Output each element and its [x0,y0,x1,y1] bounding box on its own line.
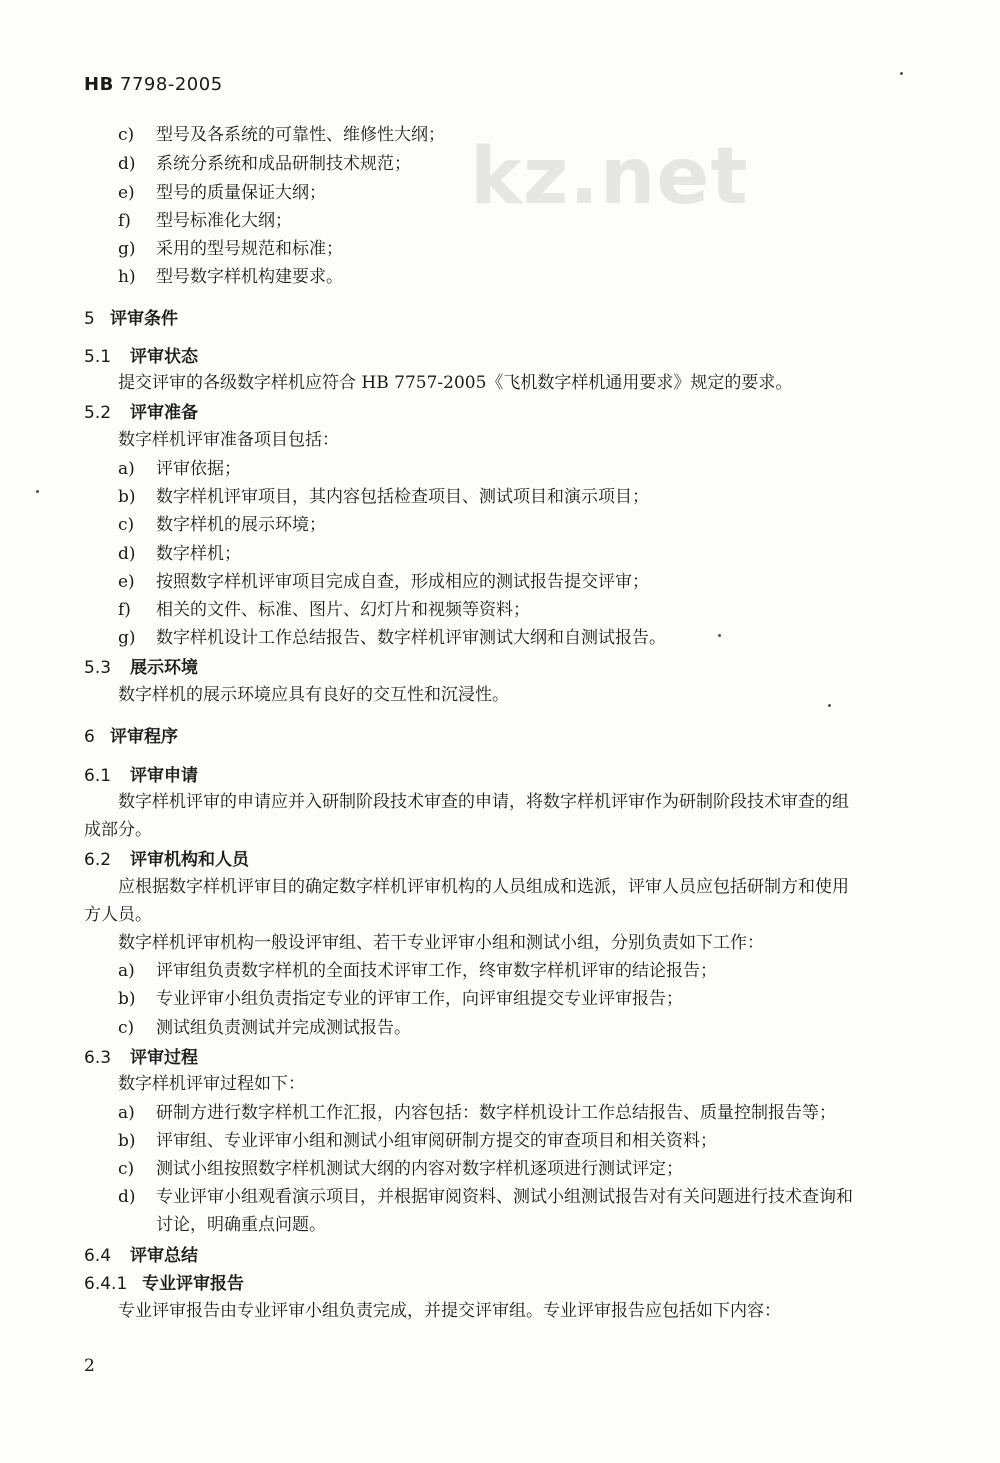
subsection-heading [84,1047,198,1069]
list-text: 型号标准化大纲； [156,211,292,231]
list-text: 评审依据； [156,459,241,479]
section-number: 5.2 [84,403,112,423]
list-item [118,1017,411,1039]
section-number: 5.1 [84,347,112,367]
subsection-heading [84,765,198,787]
list-text: 数字样机； [156,544,241,564]
list-text: 专业评审小组观看演示项目，并根据审阅资料、测试小组测试报告对有关问题进行技术查询和 [156,1187,853,1207]
section-title: 专业评审报告 [142,1274,244,1294]
list-text: 相关的文件、标准、图片、幻灯片和视频等资料； [156,600,530,620]
list-text: 型号及各系统的可靠性、维修性大纲； [156,125,445,145]
list-marker: c) [118,1159,135,1179]
list-item [118,1130,717,1152]
list-item [118,960,717,982]
paragraph-line: 数字样机评审的申请应并入研制阶段技术审查的申请，将数字样机评审作为研制阶段技术审查的组 [118,792,849,812]
section-title: 评审准备 [130,403,198,423]
section-title: 评审申请 [130,766,198,786]
paragraph: 提交评审的各级数字样机应符合 HB 7757-2005《飞机数字样机通用要求》规定的要求。 [118,373,793,393]
section-number: 6.4 [84,1246,112,1266]
list-marker: h) [118,267,136,287]
list-marker: a) [118,961,135,981]
list-marker: c) [118,515,135,535]
list-text: 评审组负责数字样机的全面技术评审工作，终审数字样机评审的结论报告； [156,961,717,981]
list-item [118,210,292,232]
section-title: 评审总结 [130,1246,198,1266]
scan-speck [36,490,39,493]
list-text: 型号数字样机构建要求。 [156,267,343,287]
standard-prefix: HB [84,74,114,95]
section-number: 5.3 [84,658,112,678]
list-item [118,514,326,536]
paragraph: 数字样机评审过程如下： [118,1074,305,1094]
list-text: 按照数字样机评审项目完成自查，形成相应的测试报告提交评审； [156,572,649,592]
subsection-heading [84,1273,244,1295]
list-marker: d) [118,544,136,564]
list-item [118,182,326,204]
list-item [118,599,530,621]
scan-speck [718,634,721,637]
list-item [118,486,649,508]
page-number: 2 [84,1356,95,1376]
paragraph-line: 成部分。 [84,820,152,840]
section-number: 6.2 [84,850,112,870]
paragraph: 数字样机评审机构一般设评审组、若干专业评审小组和测试小组，分别负责如下工作： [118,933,764,953]
list-text: 型号的质量保证大纲； [156,183,326,203]
list-marker: c) [118,1018,135,1038]
section-heading [84,308,178,330]
subsection-heading [84,657,198,679]
list-item [118,153,411,175]
list-item [118,543,241,565]
list-text: 专业评审小组负责指定专业的评审工作，向评审组提交专业评审报告； [156,989,683,1009]
list-marker: b) [118,1131,136,1151]
list-item [118,988,683,1010]
list-text: 测试小组按照数字样机测试大纲的内容对数字样机逐项进行测试评定； [156,1159,683,1179]
list-item [118,1102,836,1124]
subsection-heading [84,849,249,871]
section-number: 6.3 [84,1048,112,1068]
list-marker: d) [118,154,136,174]
list-marker: e) [118,183,135,203]
section-number: 6.4.1 [84,1274,128,1294]
list-marker: b) [118,487,136,507]
section-title: 评审过程 [130,1048,198,1068]
list-item [118,1186,853,1208]
list-item [118,571,649,593]
list-text: 评审组、专业评审小组和测试小组审阅研制方提交的审查项目和相关资料； [156,1131,717,1151]
list-marker: g) [118,239,136,259]
paragraph-line: 方人员。 [84,905,152,925]
list-text: 数字样机评审项目，其内容包括检查项目、测试项目和演示项目； [156,487,649,507]
paragraph: 数字样机的展示环境应具有良好的交互性和沉浸性。 [118,685,509,705]
scan-speck [828,704,831,707]
list-text: 数字样机的展示环境； [156,515,326,535]
list-marker: f) [118,600,131,620]
section-title: 展示环境 [130,658,198,678]
list-marker: f) [118,211,131,231]
section-number: 6 [84,727,95,747]
subsection-heading [84,1245,198,1267]
section-heading [84,726,178,748]
list-item [118,458,241,480]
section-title: 评审条件 [110,309,178,329]
list-text: 测试组负责测试并完成测试报告。 [156,1018,411,1038]
watermark: kz.net [470,132,749,222]
paragraph: 数字样机评审准备项目包括： [118,430,339,450]
standard-number: 7798-2005 [120,74,223,95]
list-text: 系统分系统和成品研制技术规范； [156,154,411,174]
standard-header [84,74,223,95]
list-marker: b) [118,989,136,1009]
list-text: 数字样机设计工作总结报告、数字样机评审测试大纲和自测试报告。 [156,628,666,648]
paragraph-line: 应根据数字样机评审目的确定数字样机评审机构的人员组成和选派，评审人员应包括研制方和使用 [118,877,849,897]
section-number: 5 [84,309,95,329]
list-marker: a) [118,1103,135,1123]
list-marker: g) [118,628,136,648]
list-item [118,266,343,288]
list-item [118,124,445,146]
section-title: 评审程序 [110,727,178,747]
list-text: 采用的型号规范和标准； [156,239,343,259]
section-title: 评审机构和人员 [130,850,249,870]
subsection-heading [84,346,198,368]
list-item [118,238,343,260]
scan-speck [900,72,903,75]
list-item [118,1158,683,1180]
list-marker: e) [118,572,135,592]
list-marker: d) [118,1187,136,1207]
list-marker: c) [118,125,135,145]
paragraph: 专业评审报告由专业评审小组负责完成，并提交评审组。专业评审报告应包括如下内容： [118,1301,781,1321]
section-number: 6.1 [84,766,112,786]
section-title: 评审状态 [130,347,198,367]
list-text: 研制方进行数字样机工作汇报，内容包括：数字样机设计工作总结报告、质量控制报告等； [156,1103,836,1123]
list-marker: a) [118,459,135,479]
subsection-heading [84,402,198,424]
list-item [118,627,666,649]
list-item-continuation: 讨论，明确重点问题。 [156,1215,326,1235]
